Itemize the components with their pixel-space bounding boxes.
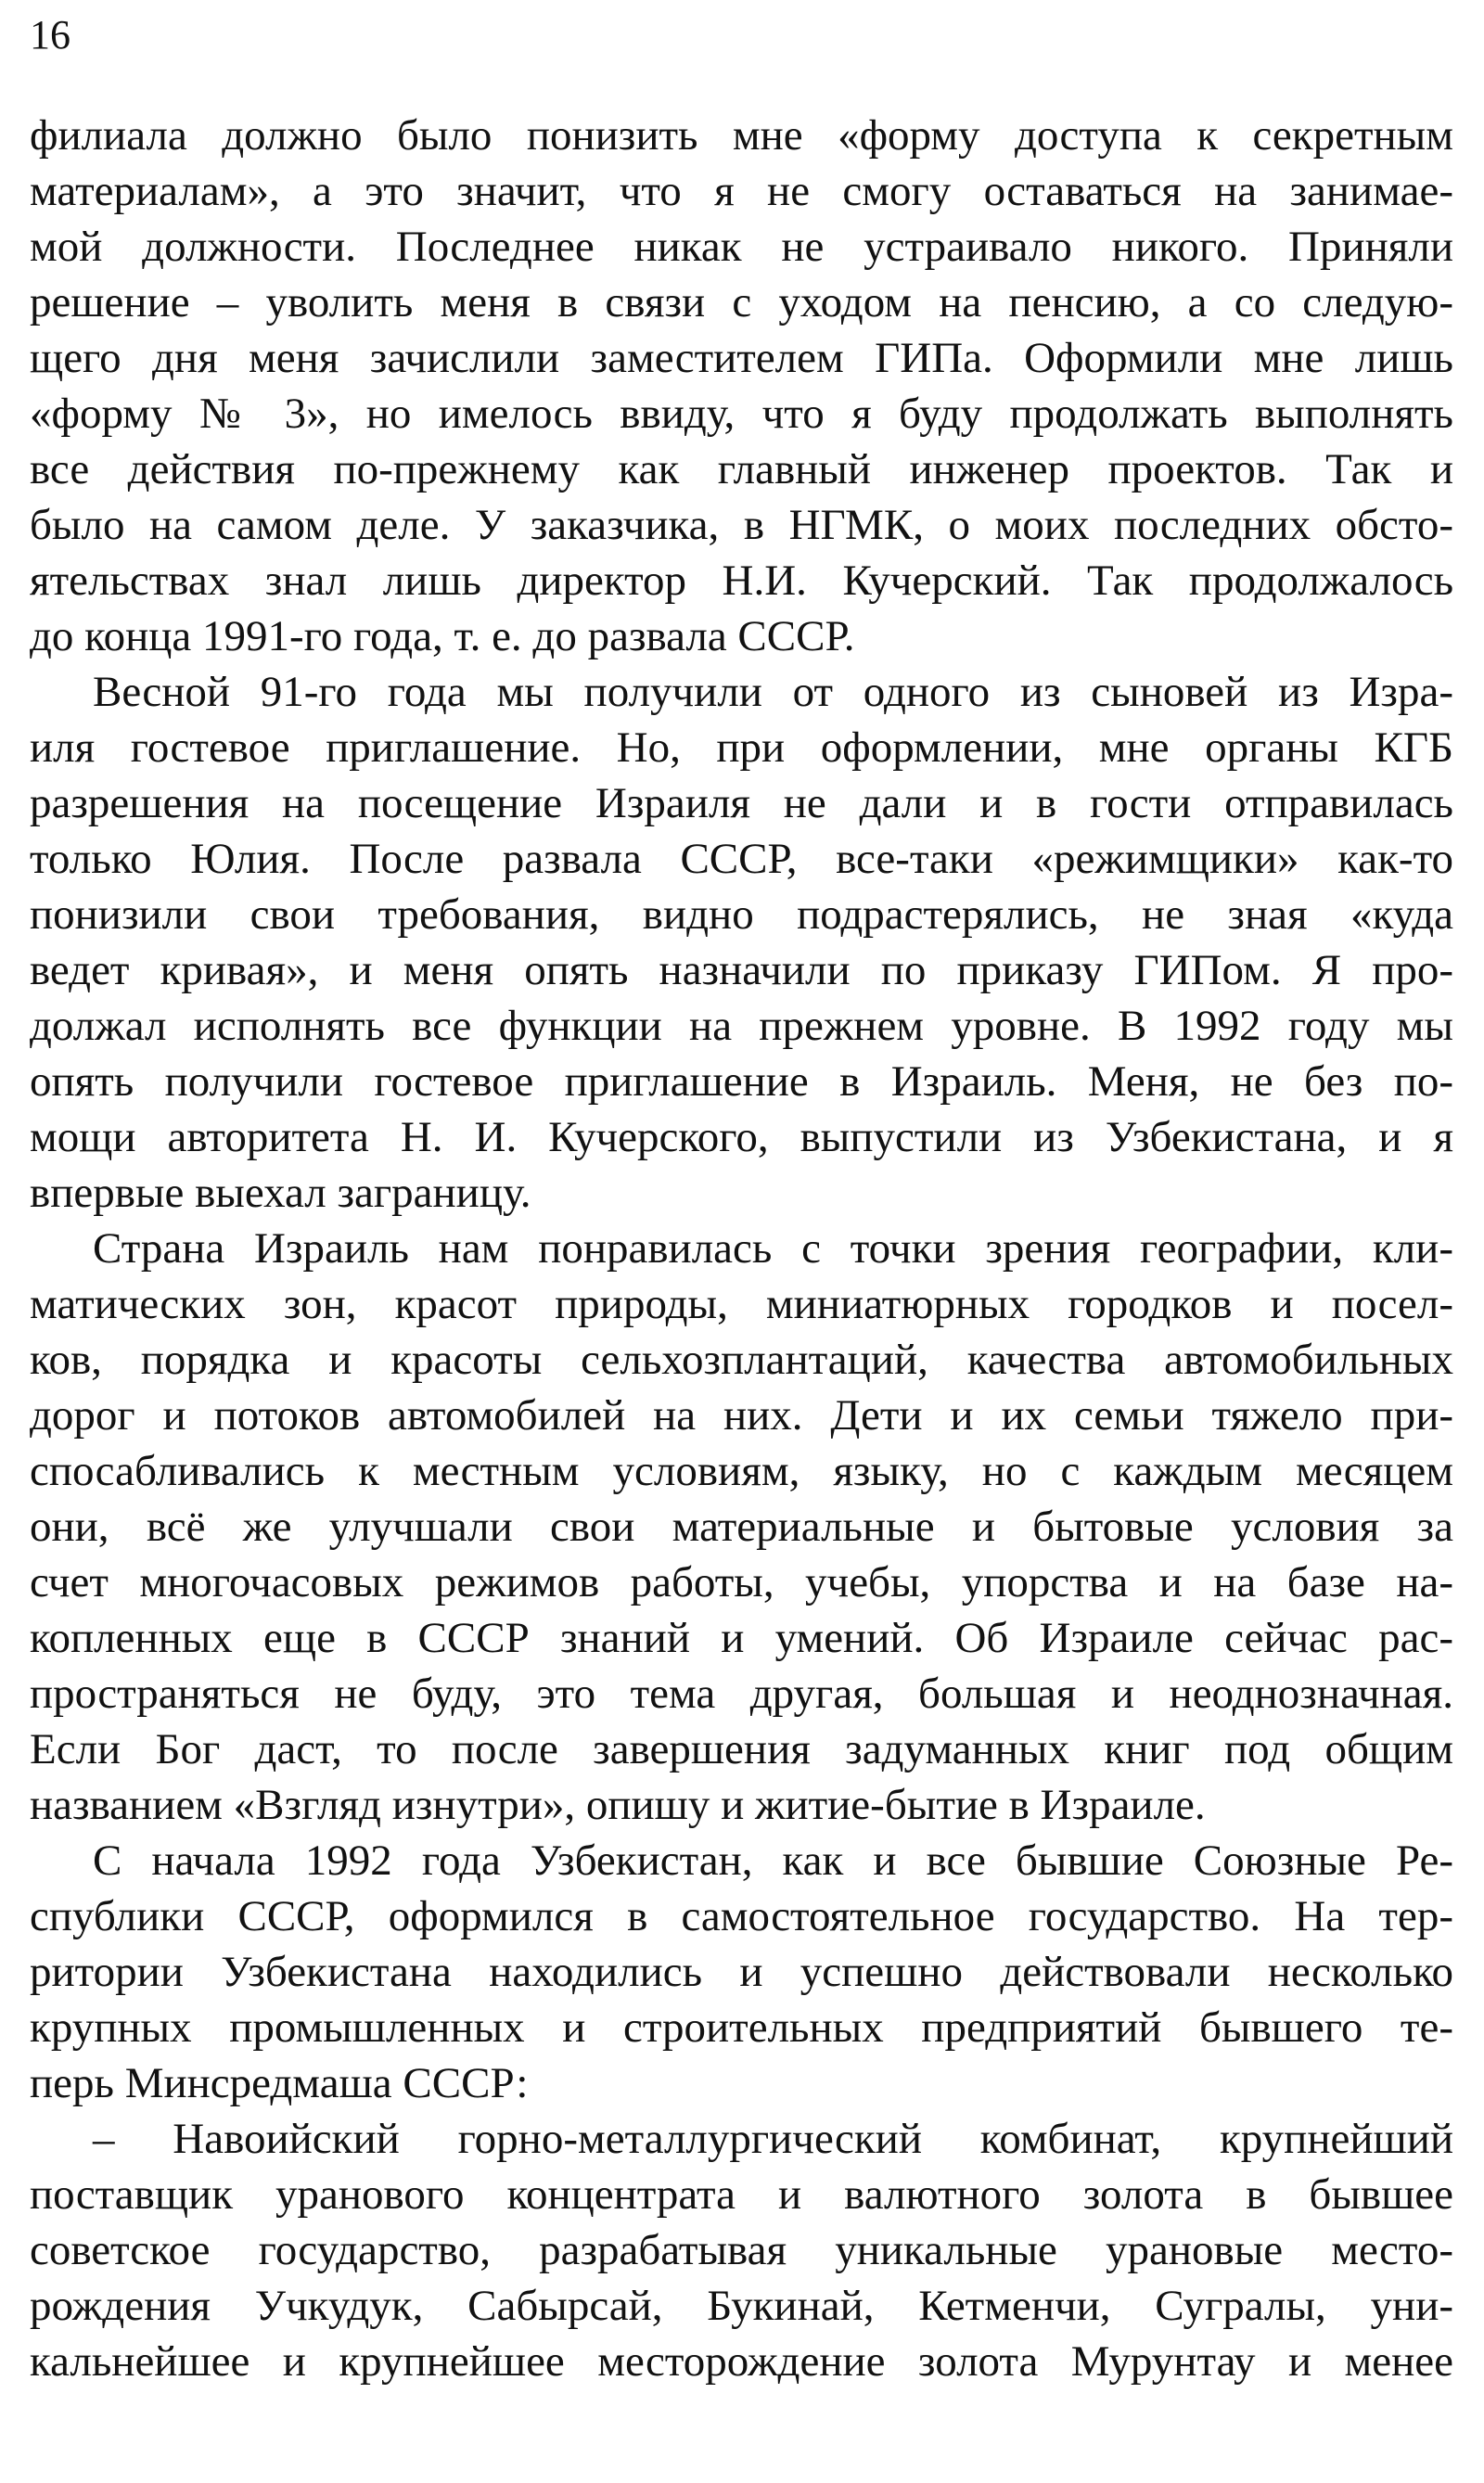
text-line: матических зон, красот природы, миниатюрных городков и посел- — [30, 1280, 1453, 1328]
text-line: мощи авторитета Н. И. Кучерского, выпустили из Узбекистана, и я — [30, 1113, 1453, 1161]
text-line: все действия по-прежнему как главный инженер проектов. Так и — [30, 445, 1453, 493]
text-line: ков, порядка и красоты сельхозплантаций, качества автомобильных — [30, 1336, 1453, 1384]
text-line: спосабливались к местным условиям, языку, но с каждым месяцем — [30, 1447, 1453, 1495]
text-line: ятельствах знал лишь директор Н.И. Кучерский. Так продолжалось — [30, 557, 1453, 605]
text-line: опять получили гостевое приглашение в Израиль. Меня, не без по- — [30, 1057, 1453, 1106]
text-line: щего дня меня зачислили заместителем ГИПа. Оформили мне лишь — [30, 334, 1453, 382]
text-line: – Навоийский горно-металлургический комбинат, крупнейший — [93, 2115, 1453, 2163]
page-number: 16 — [30, 12, 70, 58]
text-line: С начала 1992 года Узбекистан, как и все бывшие Союзные Ре- — [93, 1837, 1453, 1885]
text-line: Если Бог даст, то после завершения задуманных книг под общим — [30, 1725, 1453, 1773]
text-line: спублики СССР, оформился в самостоятельное государство. На тер- — [30, 1892, 1453, 1940]
text-line: материалам», а это значит, что я не смогу оставаться на занимае- — [30, 167, 1453, 215]
text-line: пространяться не буду, это тема другая, большая и неоднозначная. — [30, 1670, 1453, 1718]
text-line: было на самом деле. У заказчика, в НГМК, о моих последних обсто- — [30, 501, 1453, 549]
text-line: счет многочасовых режимов работы, учебы, упорства и на базе на- — [30, 1558, 1453, 1606]
text-line: перь Минсредмаша СССР: — [30, 2059, 529, 2107]
text-line: они, всё же улучшали свои материальные и бытовые условия за — [30, 1503, 1453, 1551]
text-line: рождения Учкудук, Сабырсай, Букинай, Кетменчи, Сугралы, уни- — [30, 2282, 1453, 2330]
text-line: мой должности. Последнее никак не устраивало никого. Приняли — [30, 223, 1453, 271]
text-line: должал исполнять все функции на прежнем уровне. В 1992 году мы — [30, 1002, 1453, 1050]
text-line: разрешения на посещение Израиля не дали и в гости отправилась — [30, 779, 1453, 827]
text-line: ведет кривая», и меня опять назначили по приказу ГИПом. Я про- — [30, 946, 1453, 994]
text-line: названием «Взгляд изнутри», опишу и житие-бытие в Израиле. — [30, 1781, 1206, 1829]
text-line: Весной 91-го года мы получили от одного из сыновей из Изра- — [93, 668, 1453, 716]
text-line: Страна Израиль нам понравилась с точки зрения географии, кли- — [93, 1224, 1453, 1273]
text-line: решение – уволить меня в связи с уходом на пенсию, а со следую- — [30, 278, 1453, 326]
text-line: советское государство, разрабатывая уникальные урановые место- — [30, 2226, 1453, 2274]
text-line: поставщик уранового концентрата и валютного золота в бывшее — [30, 2170, 1453, 2219]
text-line: «форму № 3», но имелось ввиду, что я буду продолжать выполнять — [30, 390, 1453, 438]
text-line: ритории Узбекистана находились и успешно действовали несколько — [30, 1948, 1453, 1996]
text-line: дорог и потоков автомобилей на них. Дети и их семьи тяжело при- — [30, 1391, 1453, 1440]
text-line: филиала должно было понизить мне «форму доступа к секретным — [30, 111, 1453, 160]
text-line: впервые выехал заграницу. — [30, 1169, 531, 1217]
text-line: иля гостевое приглашение. Но, при оформлении, мне органы КГБ — [30, 723, 1453, 772]
text-line: только Юлия. После развала СССР, все-таки «режимщики» как-то — [30, 835, 1453, 883]
text-line: понизили свои требования, видно подрастерялись, не зная «куда — [30, 890, 1453, 939]
text-line: крупных промышленных и строительных предприятий бывшего те- — [30, 2003, 1453, 2052]
text-line: до конца 1991-го года, т. е. до развала СССР. — [30, 612, 855, 660]
text-line: кальнейшее и крупнейшее месторождение золота Мурунтау и менее — [30, 2337, 1453, 2386]
text-body — [30, 108, 1453, 2389]
text-line: копленных еще в СССР знаний и умений. Об Израиле сейчас рас- — [30, 1614, 1453, 1662]
